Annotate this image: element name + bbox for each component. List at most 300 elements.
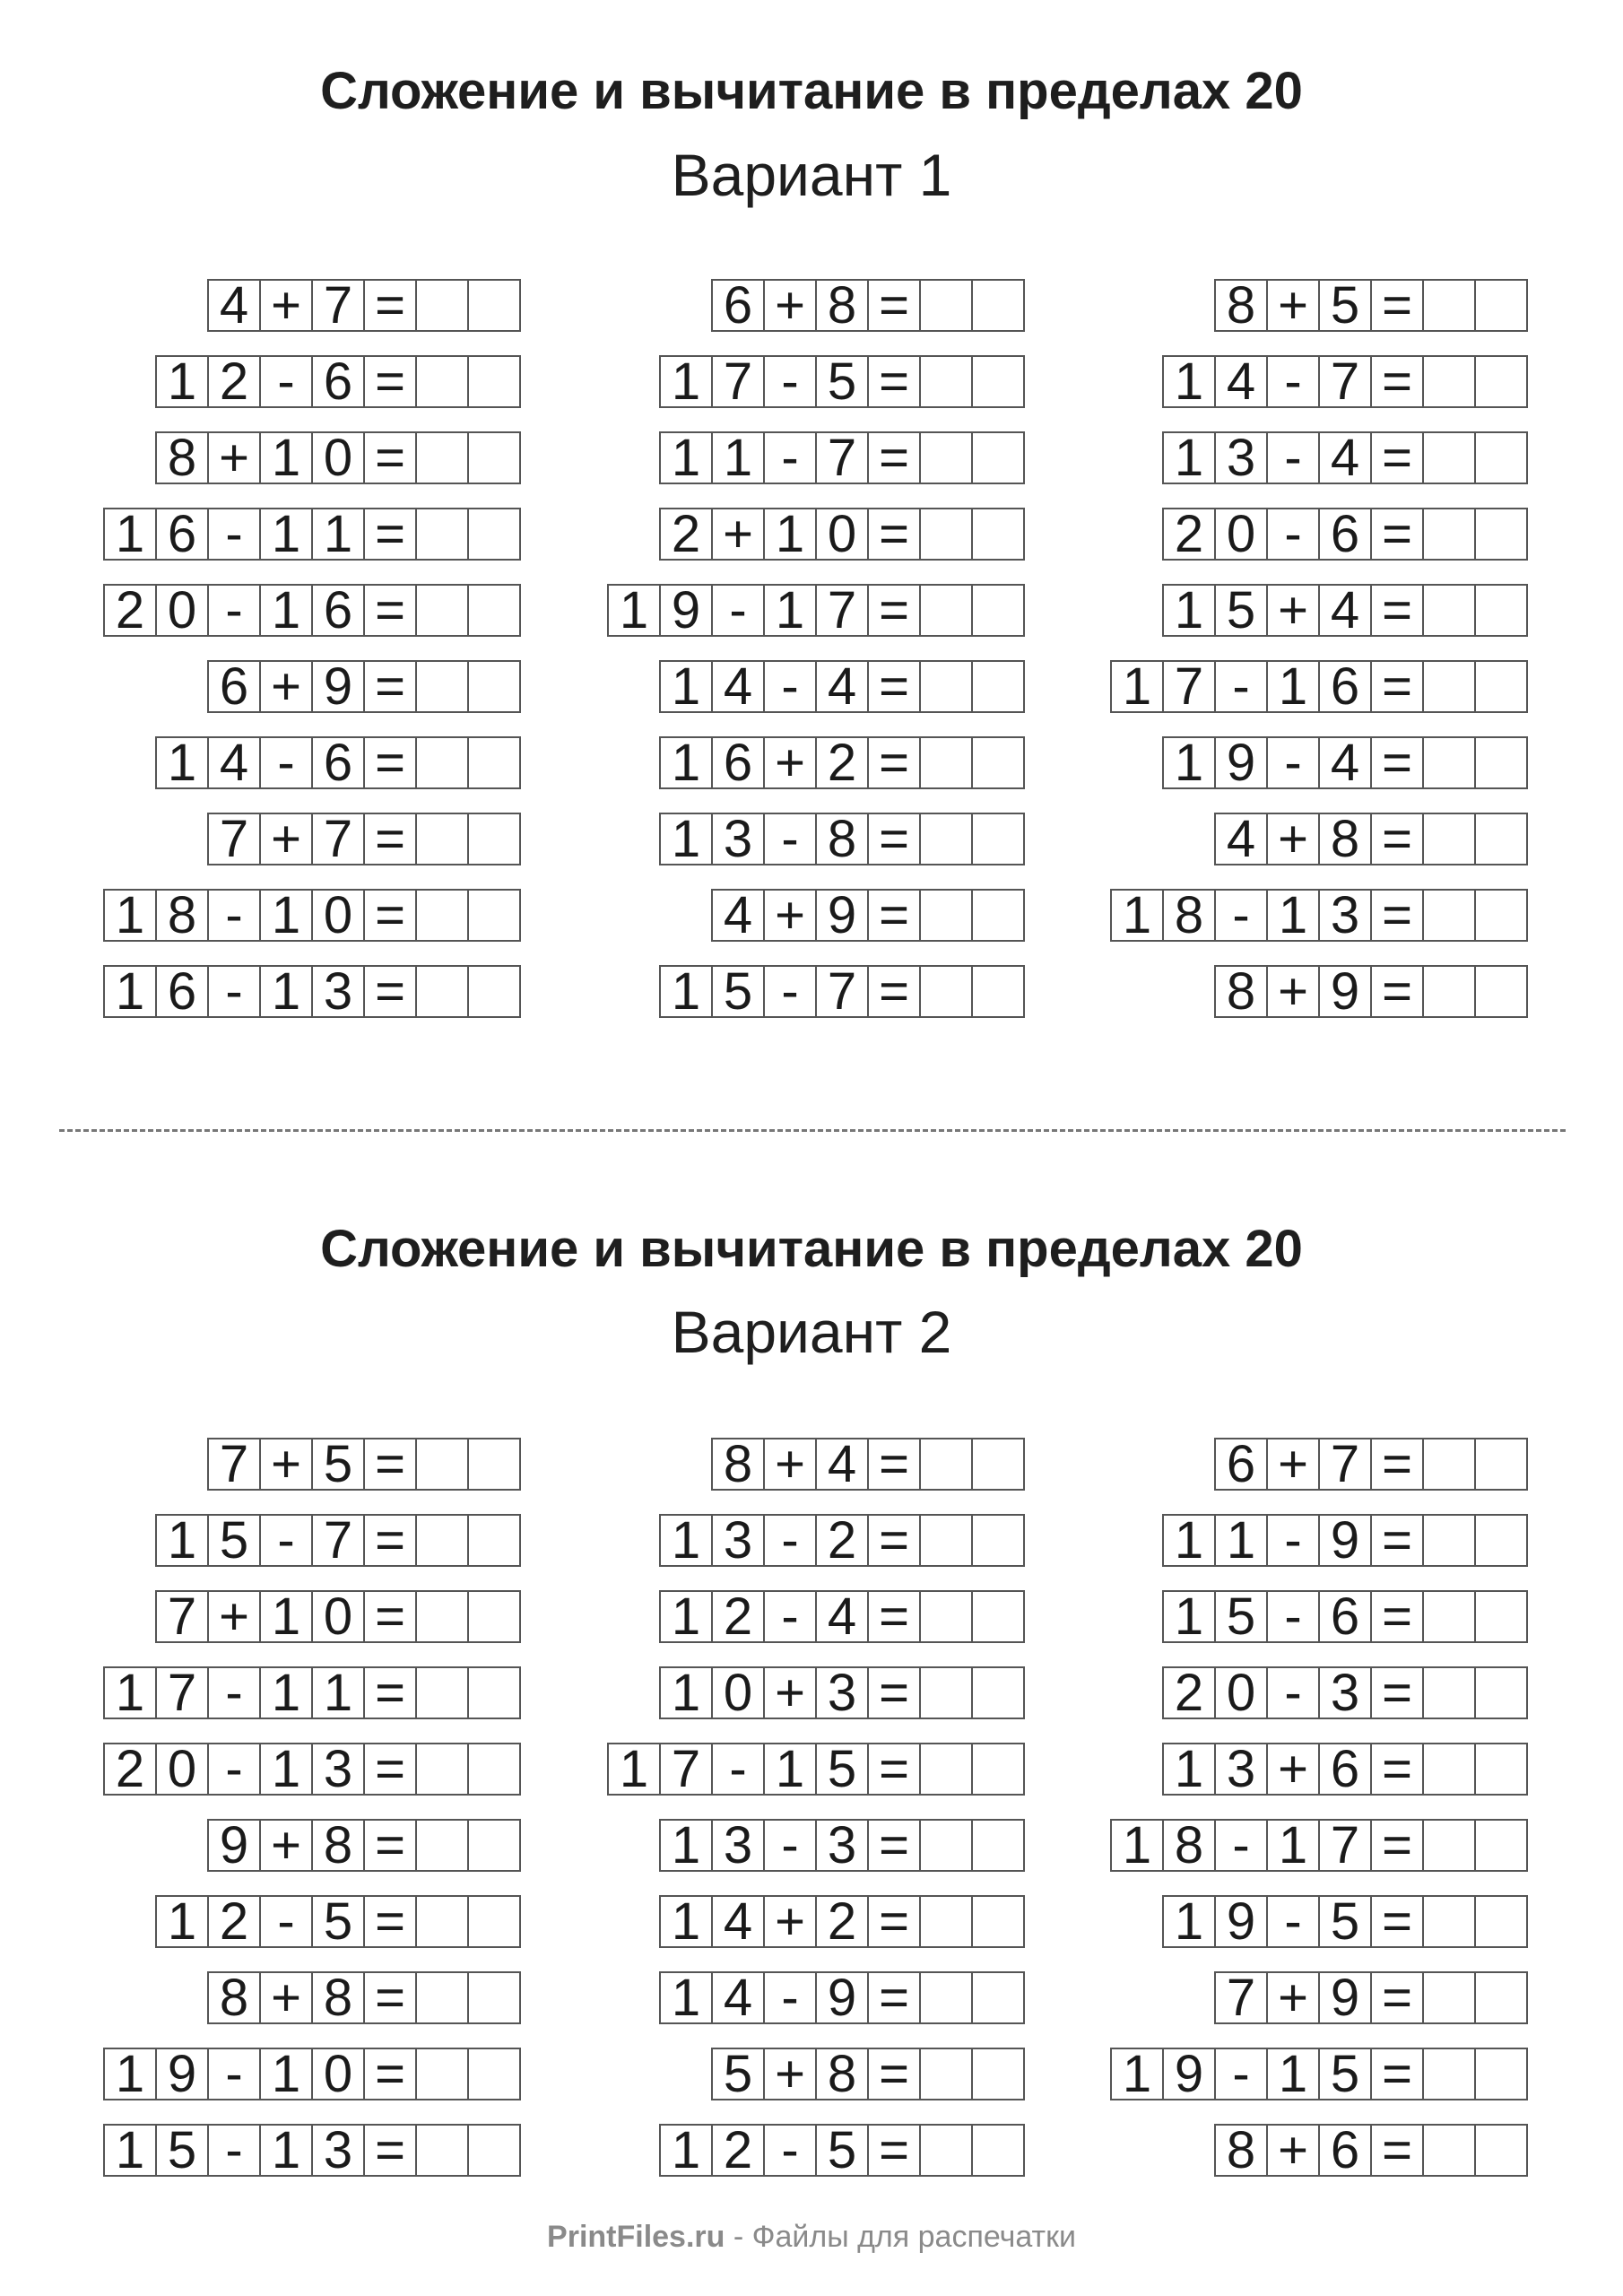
answer-cell[interactable] — [921, 1516, 973, 1565]
answer-cell[interactable] — [417, 357, 469, 406]
answer-cell[interactable] — [921, 891, 973, 940]
answer-cell[interactable] — [921, 814, 973, 864]
equation-row — [1162, 1892, 1528, 1951]
equation-cell: 1 — [661, 1668, 713, 1718]
equation-cell: 1 — [1164, 1897, 1216, 1946]
equation-cell: = — [365, 586, 417, 635]
answer-cell[interactable] — [921, 1744, 973, 1794]
answer-cell[interactable] — [973, 967, 1025, 1016]
answer-cell[interactable] — [469, 2126, 521, 2175]
equation-cell: - — [209, 2126, 261, 2175]
equation-cell: 3 — [817, 1821, 869, 1870]
equation-cell: - — [1268, 738, 1320, 787]
equation-row — [1162, 1664, 1528, 1722]
answer-cell[interactable] — [1424, 738, 1476, 787]
equation-cell: 0 — [817, 509, 869, 559]
answer-cell[interactable] — [469, 1439, 521, 1489]
answer-cell[interactable] — [1476, 1973, 1528, 2022]
equation-cell: 4 — [1320, 433, 1372, 483]
equation-cell: 6 — [209, 662, 261, 711]
answer-cell[interactable] — [1424, 1516, 1476, 1565]
answer-cell[interactable] — [921, 1439, 973, 1489]
answer-cell[interactable] — [1476, 281, 1528, 330]
equation-row — [1162, 1740, 1528, 1798]
answer-cell[interactable] — [973, 1973, 1025, 2022]
equation-cell: + — [1268, 967, 1320, 1016]
equation-row — [207, 1435, 521, 1493]
equation-cell: + — [765, 2049, 817, 2099]
equation-cell: + — [261, 1821, 313, 1870]
answer-cell[interactable] — [469, 967, 521, 1016]
answer-cell[interactable] — [417, 586, 469, 635]
equation-cell: - — [1268, 357, 1320, 406]
equation-row — [155, 1511, 521, 1570]
equation-cell: + — [1268, 281, 1320, 330]
answer-cell[interactable] — [469, 509, 521, 559]
equation-cell: 1 — [661, 967, 713, 1016]
equation-row — [1110, 886, 1528, 944]
equation-cell: = — [1372, 814, 1424, 864]
answer-cell[interactable] — [417, 1668, 469, 1718]
answer-cell[interactable] — [973, 1516, 1025, 1565]
equation-cell: 6 — [313, 357, 365, 406]
answer-cell[interactable] — [417, 738, 469, 787]
equation-cell: + — [765, 281, 817, 330]
answer-cell[interactable] — [417, 509, 469, 559]
answer-cell[interactable] — [1424, 814, 1476, 864]
answer-cell[interactable] — [469, 1668, 521, 1718]
equation-cell: 1 — [1164, 1744, 1216, 1794]
answer-cell[interactable] — [1476, 891, 1528, 940]
equation-cell: + — [261, 1973, 313, 2022]
answer-cell[interactable] — [973, 1668, 1025, 1718]
equation-cell: 2 — [817, 1516, 869, 1565]
equation-cell: 5 — [313, 1439, 365, 1489]
equation-cell: 2 — [105, 1744, 157, 1794]
equation-cell: = — [1372, 2126, 1424, 2175]
answer-cell[interactable] — [1424, 1592, 1476, 1641]
equation-cell: + — [209, 1592, 261, 1641]
equation-cell: 7 — [817, 586, 869, 635]
answer-cell[interactable] — [921, 357, 973, 406]
equation-cell: 1 — [105, 1668, 157, 1718]
equation-row — [711, 276, 1025, 335]
answer-cell[interactable] — [1476, 2126, 1528, 2175]
equation-cell: - — [261, 1897, 313, 1946]
answer-cell[interactable] — [1476, 1821, 1528, 1870]
equation-cell: = — [869, 814, 921, 864]
equation-cell: 8 — [817, 2049, 869, 2099]
equation-cell: = — [365, 738, 417, 787]
equation-cell: - — [209, 2049, 261, 2099]
equation-cell: 9 — [1216, 1897, 1268, 1946]
equation-row — [1162, 734, 1528, 792]
answer-cell[interactable] — [417, 2126, 469, 2175]
equation-cell: 1 — [1164, 586, 1216, 635]
equation-cell: 5 — [713, 967, 765, 1016]
answer-cell[interactable] — [921, 1821, 973, 1870]
answer-cell[interactable] — [973, 1744, 1025, 1794]
equation-cell: 3 — [713, 1516, 765, 1565]
equation-cell: 9 — [1320, 1973, 1372, 2022]
equation-row — [1214, 276, 1528, 335]
equation-row — [1162, 352, 1528, 411]
answer-cell[interactable] — [921, 738, 973, 787]
answer-cell[interactable] — [469, 1897, 521, 1946]
equation-cell: 1 — [105, 967, 157, 1016]
answer-cell[interactable] — [973, 1439, 1025, 1489]
equation-cell: 7 — [1320, 1821, 1372, 1870]
equation-cell: 1 — [1268, 891, 1320, 940]
answer-cell[interactable] — [921, 509, 973, 559]
answer-cell[interactable] — [1424, 357, 1476, 406]
equation-cell: + — [1268, 1439, 1320, 1489]
equation-cell: = — [365, 967, 417, 1016]
equation-row — [103, 2045, 521, 2103]
equation-cell: = — [1372, 1592, 1424, 1641]
equation-cell: 1 — [1112, 891, 1164, 940]
answer-cell[interactable] — [973, 738, 1025, 787]
equation-cell: = — [1372, 1439, 1424, 1489]
equation-cell: 3 — [313, 967, 365, 1016]
answer-cell[interactable] — [417, 1821, 469, 1870]
answer-cell[interactable] — [973, 2126, 1025, 2175]
equation-cell: 7 — [313, 814, 365, 864]
answer-cell[interactable] — [1424, 509, 1476, 559]
equation-row — [659, 1511, 1025, 1570]
equation-cell: 5 — [817, 2126, 869, 2175]
equation-cell: 1 — [1112, 2049, 1164, 2099]
answer-cell[interactable] — [1476, 2049, 1528, 2099]
equation-cell: 1 — [105, 2126, 157, 2175]
equation-cell: 1 — [765, 586, 817, 635]
equation-cell: - — [209, 1668, 261, 1718]
equation-row — [207, 276, 521, 335]
answer-cell[interactable] — [1476, 586, 1528, 635]
equation-cell: 1 — [1164, 738, 1216, 787]
equation-cell: 6 — [1320, 1744, 1372, 1794]
equation-row — [155, 1892, 521, 1951]
equation-cell: = — [1372, 433, 1424, 483]
equation-cell: 1 — [661, 2126, 713, 2175]
variant-2-subtitle: Вариант 2 — [671, 1299, 952, 1365]
answer-cell[interactable] — [1476, 662, 1528, 711]
answer-cell[interactable] — [417, 814, 469, 864]
answer-cell[interactable] — [973, 433, 1025, 483]
equation-cell: = — [1372, 586, 1424, 635]
equation-cell: 5 — [157, 2126, 209, 2175]
equation-cell: - — [261, 1516, 313, 1565]
equation-cell: 7 — [713, 357, 765, 406]
equation-row — [1214, 962, 1528, 1021]
equation-cell: 1 — [157, 1897, 209, 1946]
variant-2-title: Сложение и вычитание в пределах 20 — [320, 1220, 1303, 1278]
equation-cell: = — [869, 738, 921, 787]
footer — [0, 2217, 1623, 2257]
equation-row — [659, 505, 1025, 563]
equation-cell: = — [1372, 1897, 1424, 1946]
equation-row — [659, 734, 1025, 792]
answer-cell[interactable] — [921, 1897, 973, 1946]
answer-cell[interactable] — [921, 1668, 973, 1718]
equation-cell: 4 — [209, 738, 261, 787]
answer-cell[interactable] — [417, 967, 469, 1016]
equation-cell: = — [869, 1973, 921, 2022]
answer-cell[interactable] — [1424, 967, 1476, 1016]
answer-cell[interactable] — [973, 586, 1025, 635]
answer-cell[interactable] — [973, 1897, 1025, 1946]
equation-cell: 7 — [1320, 1439, 1372, 1489]
equation-cell: 8 — [313, 1821, 365, 1870]
equation-cell: = — [869, 433, 921, 483]
equation-cell: = — [365, 2049, 417, 2099]
answer-cell[interactable] — [921, 433, 973, 483]
equation-cell: - — [765, 433, 817, 483]
answer-cell[interactable] — [1424, 1821, 1476, 1870]
equation-row — [711, 886, 1025, 944]
answer-cell[interactable] — [921, 1592, 973, 1641]
answer-cell[interactable] — [1476, 1592, 1528, 1641]
equation-cell: 6 — [713, 281, 765, 330]
equation-row — [103, 2121, 521, 2179]
answer-cell[interactable] — [1424, 281, 1476, 330]
answer-cell[interactable] — [921, 1973, 973, 2022]
equation-row — [607, 581, 1025, 639]
equation-cell: 8 — [157, 891, 209, 940]
equation-cell: = — [1372, 662, 1424, 711]
equation-cell: 1 — [1268, 662, 1320, 711]
equation-cell: = — [869, 967, 921, 1016]
equation-cell: 6 — [1320, 2126, 1372, 2175]
equation-row — [207, 657, 521, 716]
answer-cell[interactable] — [417, 891, 469, 940]
answer-cell[interactable] — [469, 357, 521, 406]
equation-cell: + — [765, 1439, 817, 1489]
answer-cell[interactable] — [973, 509, 1025, 559]
answer-cell[interactable] — [417, 1973, 469, 2022]
answer-cell[interactable] — [417, 662, 469, 711]
equation-cell: 6 — [157, 967, 209, 1016]
answer-cell[interactable] — [1424, 586, 1476, 635]
equation-cell: 1 — [261, 1744, 313, 1794]
equation-cell: + — [261, 281, 313, 330]
answer-cell[interactable] — [973, 1821, 1025, 1870]
equation-cell: = — [365, 1668, 417, 1718]
answer-cell[interactable] — [921, 967, 973, 1016]
equation-cell: 3 — [1320, 1668, 1372, 1718]
equation-cell: 4 — [1216, 814, 1268, 864]
answer-cell[interactable] — [469, 1973, 521, 2022]
equation-cell: = — [869, 1897, 921, 1946]
equation-cell: = — [1372, 2049, 1424, 2099]
equation-cell: = — [1372, 509, 1424, 559]
answer-cell[interactable] — [417, 281, 469, 330]
answer-cell[interactable] — [1424, 433, 1476, 483]
equation-cell: = — [869, 1744, 921, 1794]
answer-cell[interactable] — [417, 1439, 469, 1489]
answer-cell[interactable] — [1424, 1439, 1476, 1489]
equation-cell: = — [1372, 891, 1424, 940]
equation-cell: - — [261, 738, 313, 787]
answer-cell[interactable] — [417, 1744, 469, 1794]
equation-cell: = — [869, 1821, 921, 1870]
answer-cell[interactable] — [1424, 1897, 1476, 1946]
answer-cell[interactable] — [1424, 2049, 1476, 2099]
equation-row — [207, 1816, 521, 1874]
answer-cell[interactable] — [469, 281, 521, 330]
answer-cell[interactable] — [973, 357, 1025, 406]
equation-cell: - — [1268, 1897, 1320, 1946]
answer-cell[interactable] — [469, 433, 521, 483]
equation-cell: 4 — [1320, 738, 1372, 787]
equation-cell: + — [1268, 1744, 1320, 1794]
equation-row — [711, 1435, 1025, 1493]
answer-cell[interactable] — [1476, 1897, 1528, 1946]
equation-cell: 4 — [209, 281, 261, 330]
answer-cell[interactable] — [469, 586, 521, 635]
answer-cell[interactable] — [417, 1516, 469, 1565]
answer-cell[interactable] — [1424, 1744, 1476, 1794]
answer-cell[interactable] — [921, 281, 973, 330]
equation-cell: = — [1372, 1516, 1424, 1565]
equation-cell: 9 — [661, 586, 713, 635]
answer-cell[interactable] — [469, 1821, 521, 1870]
equation-cell: - — [765, 357, 817, 406]
equation-cell: + — [261, 1439, 313, 1489]
equation-cell: = — [365, 1439, 417, 1489]
equation-cell: 1 — [1112, 1821, 1164, 1870]
answer-cell[interactable] — [921, 662, 973, 711]
equation-cell: = — [365, 891, 417, 940]
equation-cell: 7 — [157, 1592, 209, 1641]
answer-cell[interactable] — [1424, 2126, 1476, 2175]
equation-cell: 9 — [1216, 738, 1268, 787]
equation-cell: 1 — [261, 2049, 313, 2099]
equation-cell: 9 — [313, 662, 365, 711]
answer-cell[interactable] — [973, 2049, 1025, 2099]
equation-cell: = — [365, 281, 417, 330]
equation-row — [1214, 810, 1528, 868]
answer-cell[interactable] — [1476, 738, 1528, 787]
equation-cell: 8 — [1216, 2126, 1268, 2175]
answer-cell[interactable] — [1476, 1439, 1528, 1489]
answer-cell[interactable] — [469, 738, 521, 787]
answer-cell[interactable] — [973, 891, 1025, 940]
equation-row — [659, 810, 1025, 868]
answer-cell[interactable] — [469, 1516, 521, 1565]
equation-cell: 8 — [1216, 281, 1268, 330]
equation-cell: 6 — [1320, 509, 1372, 559]
answer-cell[interactable] — [1476, 967, 1528, 1016]
equation-cell: + — [261, 662, 313, 711]
equation-row — [155, 1587, 521, 1646]
answer-cell[interactable] — [1476, 433, 1528, 483]
answer-cell[interactable] — [973, 1592, 1025, 1641]
equation-cell: 9 — [817, 1973, 869, 2022]
answer-cell[interactable] — [1424, 662, 1476, 711]
answer-cell[interactable] — [469, 2049, 521, 2099]
equation-cell: 4 — [817, 1592, 869, 1641]
equation-cell: - — [765, 2126, 817, 2175]
equation-cell: 1 — [157, 357, 209, 406]
equation-cell: 1 — [261, 1668, 313, 1718]
answer-cell[interactable] — [1476, 1668, 1528, 1718]
equation-cell: 8 — [1164, 891, 1216, 940]
answer-cell[interactable] — [417, 2049, 469, 2099]
answer-cell[interactable] — [1476, 509, 1528, 559]
equation-cell: 0 — [313, 2049, 365, 2099]
answer-cell[interactable] — [469, 1592, 521, 1641]
equation-cell: = — [869, 281, 921, 330]
answer-cell[interactable] — [417, 1897, 469, 1946]
equation-cell: 7 — [1320, 357, 1372, 406]
equation-cell: - — [1268, 509, 1320, 559]
equation-cell: 9 — [1320, 1516, 1372, 1565]
equation-cell: 3 — [313, 2126, 365, 2175]
equation-cell: 0 — [157, 586, 209, 635]
answer-cell[interactable] — [1476, 814, 1528, 864]
equation-cell: 1 — [609, 586, 661, 635]
equation-row — [1110, 1816, 1528, 1874]
answer-cell[interactable] — [973, 281, 1025, 330]
answer-cell[interactable] — [469, 814, 521, 864]
equation-cell: 1 — [661, 1592, 713, 1641]
answer-cell[interactable] — [1424, 1668, 1476, 1718]
equation-cell: = — [365, 1973, 417, 2022]
equation-cell: 1 — [1164, 1516, 1216, 1565]
equation-cell: 4 — [713, 662, 765, 711]
answer-cell[interactable] — [1424, 891, 1476, 940]
equation-cell: - — [261, 357, 313, 406]
answer-cell[interactable] — [1476, 1744, 1528, 1794]
answer-cell[interactable] — [1476, 1516, 1528, 1565]
equation-cell: 1 — [313, 509, 365, 559]
equation-cell: 5 — [1320, 1897, 1372, 1946]
answer-cell[interactable] — [921, 2126, 973, 2175]
equation-cell: 1 — [105, 891, 157, 940]
answer-cell[interactable] — [417, 1592, 469, 1641]
equation-cell: 8 — [209, 1973, 261, 2022]
equation-cell: = — [365, 1821, 417, 1870]
answer-cell[interactable] — [1424, 1973, 1476, 2022]
equation-cell: 7 — [661, 1744, 713, 1794]
equation-cell: 6 — [1320, 662, 1372, 711]
equation-cell: 6 — [313, 586, 365, 635]
equation-cell: + — [1268, 2126, 1320, 2175]
answer-cell[interactable] — [973, 662, 1025, 711]
equation-cell: = — [365, 1744, 417, 1794]
equation-row — [1214, 2121, 1528, 2179]
answer-cell[interactable] — [921, 2049, 973, 2099]
answer-cell[interactable] — [973, 814, 1025, 864]
answer-cell[interactable] — [921, 586, 973, 635]
equation-cell: 4 — [1216, 357, 1268, 406]
equation-cell: + — [765, 738, 817, 787]
equation-cell: 5 — [713, 2049, 765, 2099]
equation-cell: 0 — [313, 891, 365, 940]
answer-cell[interactable] — [417, 433, 469, 483]
answer-cell[interactable] — [1476, 357, 1528, 406]
equation-cell: 3 — [1320, 891, 1372, 940]
equation-cell: = — [869, 2126, 921, 2175]
equation-cell: 9 — [1164, 2049, 1216, 2099]
equation-cell: 1 — [661, 357, 713, 406]
answer-cell[interactable] — [469, 662, 521, 711]
equation-cell: = — [869, 891, 921, 940]
answer-cell[interactable] — [469, 1744, 521, 1794]
equation-cell: - — [1216, 891, 1268, 940]
answer-cell[interactable] — [469, 891, 521, 940]
